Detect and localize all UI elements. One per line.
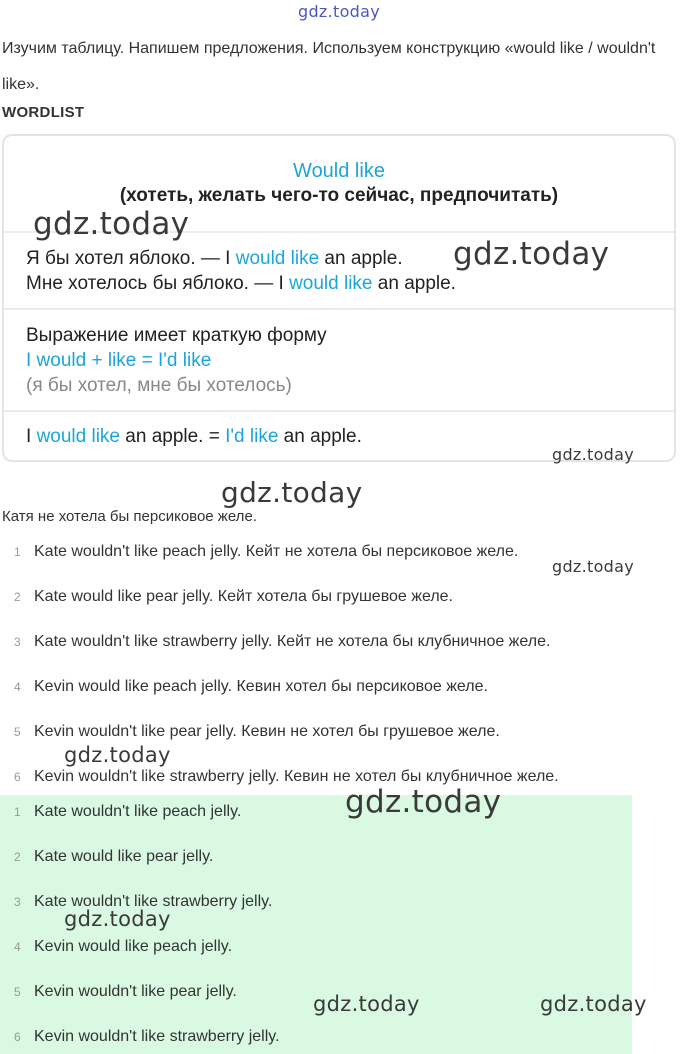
task-text: Катя не хотела бы персиковое желе. <box>2 508 257 525</box>
example-1-ru: Я бы хотел яблоко. — I <box>26 248 236 269</box>
answer-text: Kevin would like peach jelly. <box>34 938 233 955</box>
card-subtitle: (хотеть, желать чего-то сейчас, предпочитать) <box>119 185 559 206</box>
item-number: 5 <box>14 985 21 999</box>
watermark-top: gdz.today <box>298 2 380 21</box>
list-item <box>14 723 500 741</box>
example-1-highlight: would like <box>235 248 320 269</box>
answer-text: Kate wouldn't like peach jelly. <box>34 803 242 820</box>
watermark: gdz.today <box>221 476 363 509</box>
example-line-1 <box>26 248 403 270</box>
answer-text: Kate would like pear jelly. <box>34 848 214 865</box>
sentence-text: Kevin would like peach jelly. Кевин хотел бы персиковое желе. <box>34 678 488 695</box>
watermark: gdz.today <box>540 992 647 1016</box>
card-divider <box>4 308 674 310</box>
item-number: 3 <box>14 635 21 649</box>
watermark: gdz.today <box>33 206 190 242</box>
answer-text: Kate wouldn't like strawberry jelly. <box>34 893 273 910</box>
wordlist-heading: WORDLIST <box>2 104 85 121</box>
item-number: 4 <box>14 940 21 954</box>
list-item <box>14 543 518 561</box>
card-title: Would like <box>293 160 385 182</box>
watermark: gdz.today <box>313 992 420 1016</box>
answer-text: Kevin wouldn't like pear jelly. <box>34 983 237 1000</box>
example-1-end: an apple. <box>319 248 403 269</box>
watermark: gdz.today <box>552 557 634 576</box>
sentence-text: Kate wouldn't like peach jelly. Кейт не хотела бы персиковое желе. <box>34 543 519 560</box>
short-form-translation: (я бы хотел, мне бы хотелось) <box>26 375 292 396</box>
example-2-ru: Мне хотелось бы яблоко. — I <box>26 273 290 294</box>
sf-part-1: I <box>26 426 37 447</box>
item-number: 1 <box>14 545 21 559</box>
watermark: gdz.today <box>345 784 502 820</box>
answer-item <box>14 938 232 956</box>
sf-highlight-2: I'd like <box>225 426 279 447</box>
item-number: 6 <box>14 770 21 784</box>
example-2-highlight: would like <box>289 273 373 294</box>
answer-item <box>14 803 241 821</box>
sentence-text: Kate would like pear jelly. Кейт хотела бы грушевое желе. <box>34 588 453 605</box>
answer-item <box>14 848 213 866</box>
card-divider <box>4 410 674 412</box>
example-2-end: an apple. <box>372 273 456 294</box>
sf-part-2: an apple. = <box>120 426 226 447</box>
watermark: gdz.today <box>552 445 634 464</box>
list-item <box>14 588 453 606</box>
short-form-heading: Выражение имеет краткую форму <box>26 325 327 346</box>
item-number: 5 <box>14 725 21 739</box>
short-form-formula: I would + like = I'd like <box>26 350 212 371</box>
item-number: 4 <box>14 680 21 694</box>
example-line-2 <box>26 273 456 295</box>
watermark: gdz.today <box>64 743 171 767</box>
sf-highlight-1: would like <box>36 426 120 447</box>
item-number: 3 <box>14 895 21 909</box>
grammar-card <box>2 134 676 462</box>
sf-part-3: an apple. <box>278 426 362 447</box>
item-number: 2 <box>14 850 21 864</box>
sentence-text: Kevin wouldn't like strawberry jelly. Кевин не хотел бы клубничное желе. <box>34 768 559 785</box>
watermark: gdz.today <box>453 236 610 272</box>
item-number: 6 <box>14 1030 21 1044</box>
sentence-text: Kate wouldn't like strawberry jelly. Кейт не хотела бы клубничное желе. <box>34 633 551 650</box>
list-item <box>14 678 488 696</box>
intro-text: Изучим таблицу. Напишем предложения. Используем конструкцию «would like / wouldn't like». <box>2 40 656 93</box>
short-form-example <box>26 426 362 448</box>
item-number: 2 <box>14 590 21 604</box>
answer-item <box>14 983 237 1001</box>
watermark: gdz.today <box>64 907 171 931</box>
answer-text: Kevin wouldn't like strawberry jelly. <box>34 1028 280 1045</box>
answer-item <box>14 1028 280 1046</box>
list-item <box>14 633 550 651</box>
item-number: 1 <box>14 805 21 819</box>
sentence-text: Kevin wouldn't like pear jelly. Кевин не хотел бы грушевое желе. <box>34 723 500 740</box>
